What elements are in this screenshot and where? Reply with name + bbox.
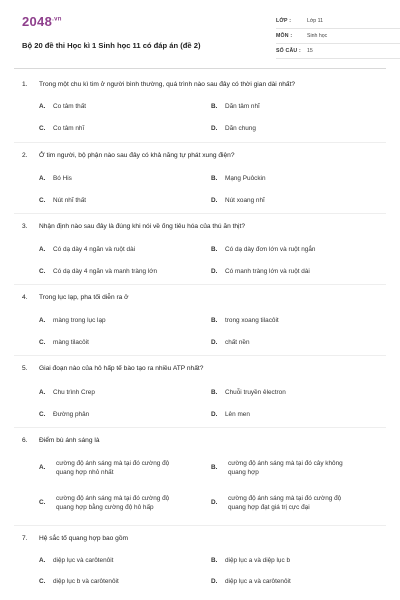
option-text: diệp lục và carôtenôit [53, 557, 114, 564]
question-stem: Nhận định nào sau đây là đúng khi nói về ống tiêu hóa của thú ăn thịt? [39, 223, 246, 230]
question-text [22, 223, 245, 230]
option-letter: D. [211, 578, 218, 585]
option-text: diệp lục a và carôtenôit [225, 578, 291, 585]
option-text-line: quang hợp đạt giá trị cực đại [228, 504, 310, 511]
option-d[interactable] [211, 268, 310, 275]
option-letter: B. [211, 175, 218, 182]
option-text: Nút nhĩ thất [53, 197, 87, 204]
option-text [56, 494, 221, 512]
option-letter: D. [211, 499, 218, 506]
option-text: diệp lục a và diệp lục b [225, 557, 291, 564]
option-letter: C. [39, 125, 46, 132]
option-letter: D. [211, 197, 218, 204]
option-a[interactable] [39, 103, 86, 110]
question-divider [14, 525, 386, 526]
option-text: Mạng Puôckin [225, 175, 266, 182]
meta-row-class [276, 14, 400, 29]
option-text: chất nền [225, 339, 250, 346]
option-d[interactable] [211, 197, 265, 204]
option-text: trong xoang tilacôit [225, 317, 279, 324]
option-a[interactable] [39, 175, 72, 182]
meta-row-count [276, 44, 400, 59]
option-text: Bó His [53, 175, 72, 182]
question-number: 4. [22, 294, 28, 301]
option-c[interactable] [39, 125, 84, 132]
question-text [22, 294, 128, 301]
option-text: diệp lục b và carôtenôit [53, 578, 119, 585]
option-b[interactable] [211, 175, 266, 182]
option-letter: A. [39, 389, 46, 396]
option-letter: B. [211, 246, 218, 253]
question-divider [14, 213, 386, 214]
option-d[interactable] [211, 494, 381, 514]
question-stem: Giai đoạn nào của hô hấp tế bào tạo ra nhiều ATP nhất? [39, 365, 204, 372]
option-letter: C. [39, 411, 46, 418]
question-stem: Ở tim người, bộ phận nào sau đây có khả năng tự phát xung điện? [39, 152, 235, 159]
option-c[interactable] [39, 197, 86, 204]
option-letter: C. [39, 268, 46, 275]
option-text: Co tâm nhĩ [53, 125, 85, 132]
meta-value: 15 [307, 48, 313, 54]
question-stem: Hệ sắc tố quang hợp bao gồm [39, 535, 129, 542]
meta-table [276, 14, 400, 59]
option-text: Dãn tâm nhĩ [225, 103, 260, 110]
site-logo[interactable] [22, 14, 62, 29]
option-b[interactable] [211, 246, 315, 253]
question-number: 1. [22, 81, 28, 88]
option-letter: A. [39, 246, 46, 253]
option-b[interactable] [211, 389, 286, 396]
option-text-line: quang hợp bằng cường độ hô hấp [56, 504, 154, 511]
question-text [22, 535, 128, 542]
option-letter: C. [39, 578, 46, 585]
option-b[interactable] [211, 317, 279, 324]
question-number: 3. [22, 223, 28, 230]
option-text: Co tâm thất [53, 103, 87, 110]
option-letter: A. [39, 317, 46, 324]
meta-key: SỐ CÂU : [276, 48, 301, 54]
question-stem: Trong lục lạp, pha tối diễn ra ở [39, 294, 129, 301]
option-letter: C. [39, 339, 46, 346]
question-text [22, 152, 235, 159]
option-c[interactable] [39, 494, 209, 514]
option-letter: D. [211, 125, 218, 132]
option-letter: B. [211, 389, 218, 396]
meta-value: Lớp 11 [307, 18, 323, 24]
option-letter: B. [211, 317, 218, 324]
option-text-line: quang hợp [228, 469, 259, 476]
option-text-line: quang hợp nhỏ nhất [56, 469, 114, 476]
option-letter: D. [211, 411, 218, 418]
meta-row-subject [276, 29, 400, 44]
option-letter: D. [211, 339, 218, 346]
meta-key: MÔN : [276, 33, 293, 39]
option-letter: A. [39, 557, 46, 564]
option-b[interactable] [211, 103, 260, 110]
option-text: Nút xoang nhĩ [225, 197, 265, 204]
option-a[interactable] [39, 389, 95, 396]
option-d[interactable] [211, 339, 250, 346]
meta-key: LỚP : [276, 18, 292, 24]
page-title: Bộ 20 đề thi Học kì 1 Sinh học 11 có đáp án (đề 2) [22, 41, 201, 50]
option-text: Dãn chung [225, 125, 256, 132]
option-c[interactable] [39, 268, 157, 275]
option-letter: B. [211, 464, 218, 471]
option-d[interactable] [211, 125, 256, 132]
header-divider [14, 68, 386, 69]
question-text [22, 365, 203, 372]
option-text: Lên men [225, 411, 250, 418]
question-number: 5. [22, 365, 28, 372]
option-a[interactable] [39, 317, 106, 324]
question-divider [14, 142, 386, 143]
option-text: Đường phân [53, 411, 90, 418]
option-a[interactable] [39, 557, 113, 564]
option-text [228, 459, 393, 477]
option-text-line: cường độ ánh sáng mà tại đó cường độ [56, 460, 170, 467]
option-text-line: cường độ ánh sáng mà tại đó cường độ [228, 495, 342, 502]
question-stem: Điểm bù ánh sáng là [39, 437, 100, 444]
option-d[interactable] [211, 578, 291, 585]
option-text [228, 494, 393, 512]
option-text [56, 459, 221, 477]
option-a[interactable] [39, 246, 135, 253]
option-text: Có manh tràng lớn và ruột dài [225, 268, 310, 275]
question-number: 7. [22, 535, 28, 542]
option-text-line: cường độ ánh sáng mà tại đó cây không [228, 460, 343, 467]
option-letter: D. [211, 268, 218, 275]
option-text: Có dạ dày 4 ngăn và ruột dài [53, 246, 136, 253]
question-number: 6. [22, 437, 28, 444]
option-b[interactable] [211, 459, 381, 479]
option-text: Có dạ dày 4 ngăn và manh tràng lớn [53, 268, 158, 275]
option-letter: C. [39, 499, 46, 506]
option-letter: A. [39, 175, 46, 182]
option-b[interactable] [211, 557, 290, 564]
page-header [22, 10, 380, 60]
option-letter: B. [211, 103, 218, 110]
option-letter: B. [211, 557, 218, 564]
option-text: Chu trình Crep [53, 389, 95, 396]
meta-value: Sinh học [307, 33, 328, 39]
logo-text: 2048 [22, 14, 53, 29]
option-letter: C. [39, 197, 46, 204]
logo-suffix: .vn [52, 16, 62, 23]
option-c[interactable] [39, 578, 119, 585]
question-divider [14, 427, 386, 428]
option-c[interactable] [39, 339, 89, 346]
option-letter: A. [39, 464, 46, 471]
option-letter: A. [39, 103, 46, 110]
option-d[interactable] [211, 411, 250, 418]
question-stem: Trong một chu kì tim ở người bình thường, quá trình nào sau đây có thời gian dài nhất? [39, 81, 296, 88]
question-number: 2. [22, 152, 28, 159]
question-divider [14, 355, 386, 356]
option-a[interactable] [39, 459, 209, 479]
option-text: Chuỗi truyền êlectron [225, 389, 286, 396]
question-text [22, 437, 99, 444]
option-text: màng trong lục lạp [53, 317, 106, 324]
option-text: Có dạ dày đơn lớn và ruột ngắn [225, 246, 316, 253]
question-divider [14, 284, 386, 285]
question-text [22, 81, 295, 88]
option-text: màng tilacôit [53, 339, 89, 346]
option-c[interactable] [39, 411, 89, 418]
option-text-line: cường độ ánh sáng mà tại đó cường độ [56, 495, 170, 502]
